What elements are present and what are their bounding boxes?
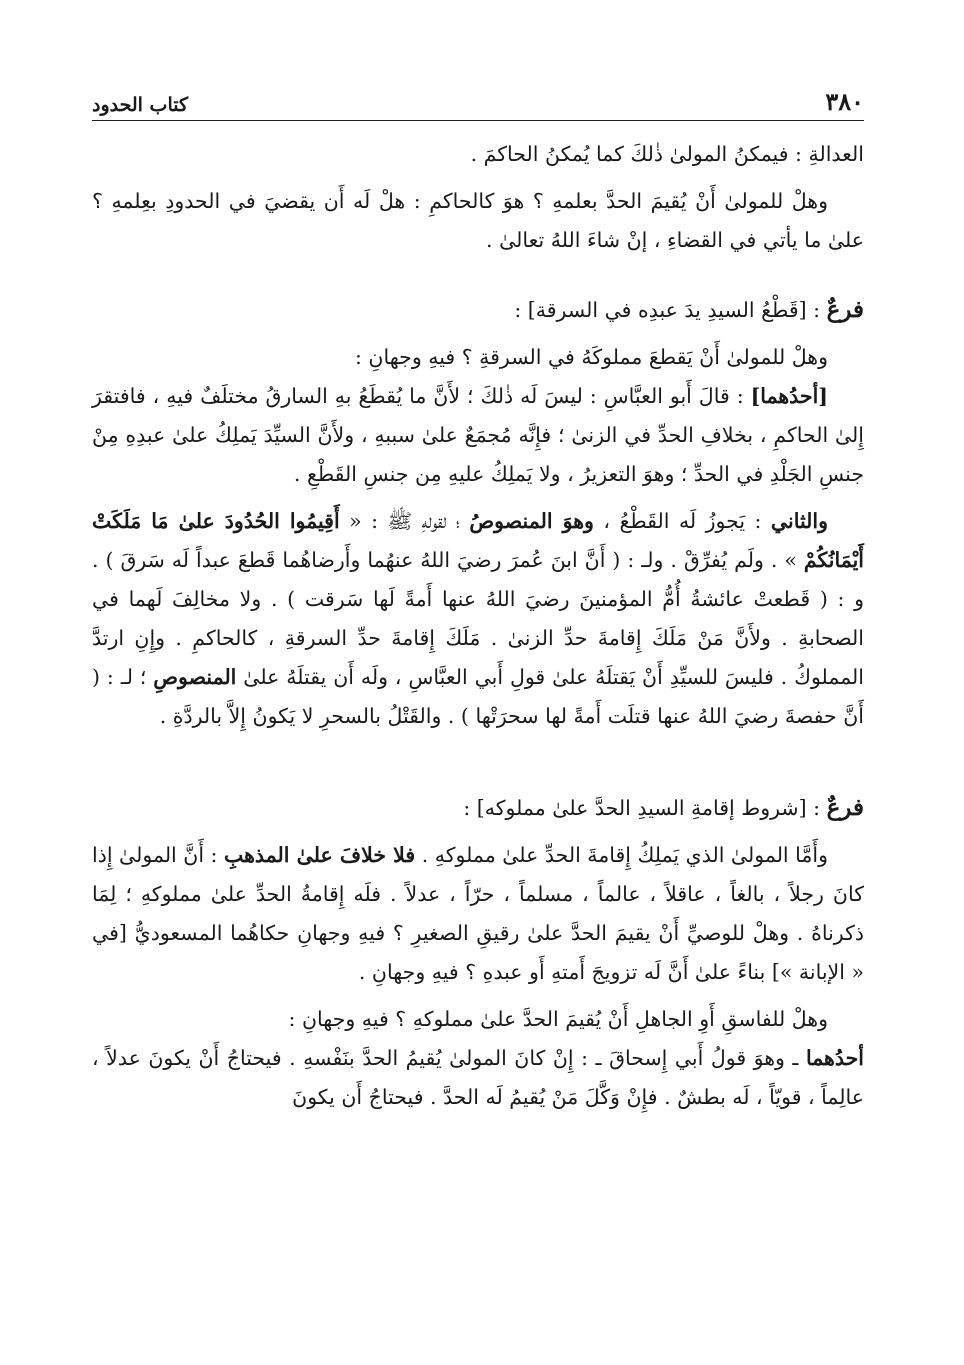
paragraph-7: وهلْ للفاسقِ أَوِ الجاهلِ أَنْ يُقيمَ الحدَّ علىٰ مملوكهِ ؟ فيهِ وجهانِ :	[288, 1007, 828, 1031]
second-view-text-c: ؛ لقولهِ ﷺ : «	[339, 509, 470, 533]
mansus-label: وهوَ المنصوصُ	[469, 509, 594, 533]
paragraph-3: وهلْ للمولىٰ أَنْ يَقطعَ مملوكَهُ في السرقةِ ؟ فيهِ وجهانِ :	[354, 345, 828, 369]
paragraph-6	[92, 836, 864, 992]
first-view-label-2: أحدُهما	[805, 1046, 864, 1070]
paragraph-1: العدالةِ : فيمكنُ المولىٰ ذٰلكَ كما يُمكنُ الحاكمَ .	[470, 142, 864, 166]
second-view-text-f: ؛ لـ : ( أَنَّ حفصةَ رضيَ اللهُ عنها قتلَت أَمةً لها سحرَتْها ) . والقَتْلُ بالسحرِ لا يَكونُ إِلاَّ بالردَّةِ .	[92, 665, 864, 728]
section-label-2: فرعٌ	[826, 794, 864, 821]
first-view-text: : قالَ أَبو العبَّاسِ : ليسَ لَه ذٰلكَ ؛ لأَنَّ ما يُقطَعُ بهِ السارقُ مختلَفٌ فيهِ ، فافتقرَ إِلىٰ الحاكمِ ، بخلافِ الحدِّ في الزنىٰ ؛ فإِنَّه مُجمَعٌ علىٰ سببهِ ، ولأَنَّ السيِّدَ يَملِكُ علىٰ عبدِهِ مِنْ جنسِ الجَلْدِ في الحدِّ ؛ وهوَ التعزيرُ ، ولا يَملِكُ عليهِ مِن جنسِ القَطْعِ .	[92, 384, 864, 486]
conditions-text-c: : أَنَّ المولىٰ إِذا كانَ رجلاً ، بالغاً ، عاقلاً ، عالماً ، مسلماً ، حرّاً ، عدلاً . فلَه إِقامةُ الحدِّ علىٰ مملوكهِ ؛ لِمَا ذكرناهُ . وهلْ للوصيِّ أَنْ يقيمَ الحدَّ علىٰ رقيقِ الصغيرِ ؟ فيهِ وجهانِ حكاهُما المسعوديُّ [في « الإبانة »] بناءً علىٰ أَنَّ لَه تزويجَ أَمتهِ أَو عبدهِ ؟ فيهِ وجهانِ .	[92, 843, 864, 984]
page-number: ٣٨٠	[825, 87, 864, 116]
paragraph-4	[92, 377, 864, 494]
second-view-label: والثاني	[770, 509, 828, 533]
first-view-label: [أحدُهما]	[750, 384, 828, 408]
second-view-text-a: : يَجوزُ لَه القَطْعُ ،	[593, 509, 762, 533]
book-page	[92, 80, 864, 1340]
paragraph-8	[92, 1039, 864, 1117]
no-dispute-label: فلا خلافَ علىٰ المذهبِ	[223, 843, 416, 867]
abu-ishaq-text: ـ وهوَ قولُ أَبي إِسحاقَ ـ : إِنْ كانَ المولىٰ يُقيمُ الحدَّ بنَفْسهِ . فيحتاجُ أَنْ يكونَ عدلاً ، عالِماً ، قويّاً ، لَه بطشٌ . فإِنْ وَكَّلَ مَنْ يُقيمُ لَه الحدَّ . فيحتاجُ أَن يكونَ	[92, 1046, 864, 1109]
paragraph-5	[92, 502, 864, 736]
paragraph-2: وهلْ للمولىٰ أَنْ يُقيمَ الحدَّ بعلمهِ ؟ هوَ كالحاكمِ : هلْ لَه أَن يقضيَ في الحدودِ بعِلمهِ ؟ علىٰ ما يأتي في القضاءِ ، إنْ شاءَ اللهُ تعالىٰ .	[92, 189, 864, 252]
quran-quote: أَقِيمُوا الحُدُودَ علىٰ مَا مَلَكَتْ أَيْمَانُكُمْ	[92, 509, 864, 572]
book-title: كتاب الحدود	[92, 94, 189, 116]
conditions-text-a: وأَمَّا المولىٰ الذي يَملِكُ إِقامةَ الحدِّ علىٰ مملوكهِ .	[415, 843, 828, 867]
section-heading-1	[92, 290, 864, 330]
mansus-label-2: المنصوصِ	[153, 665, 237, 689]
section-title-2: : [شروط إقامةِ السيدِ الحدَّ علىٰ مملوكه] :	[463, 796, 821, 820]
running-header	[92, 80, 864, 121]
section-title: : [قَطْعُ السيدِ يدَ عبدِه في السرقة] :	[514, 298, 821, 322]
second-view-text-d: » . ولَم يُفرِّقْ . ولـ : ( أَنَّ ابنَ عُمرَ رضيَ اللهُ عنهُما وأَرضاهُما قَطعَ عبداً لَه سَرقَ ) . و : ( قَطعتْ عائشةُ أُمُّ المؤمنينَ رضيَ اللهُ عنها أَمةً لَها سَرقت ) . ولا مخالِفَ لَهما في الصحابةِ . ولأَنَّ مَنْ مَلَكَ إِقامةَ حدِّ الزنىٰ . مَلَكَ إِقامةَ حدِّ السرقةِ ، كالحاكمِ . وإِنِ ارتدَّ المملوكُ . فليسَ للسيِّدِ أَنْ يَقتلَهُ علىٰ قولِ أَبي العبَّاسِ ، ولَه أَن يقتلَهُ علىٰ	[92, 548, 864, 689]
body-text	[92, 135, 864, 1117]
section-label: فرعٌ	[826, 296, 864, 323]
section-heading-2	[92, 788, 864, 828]
